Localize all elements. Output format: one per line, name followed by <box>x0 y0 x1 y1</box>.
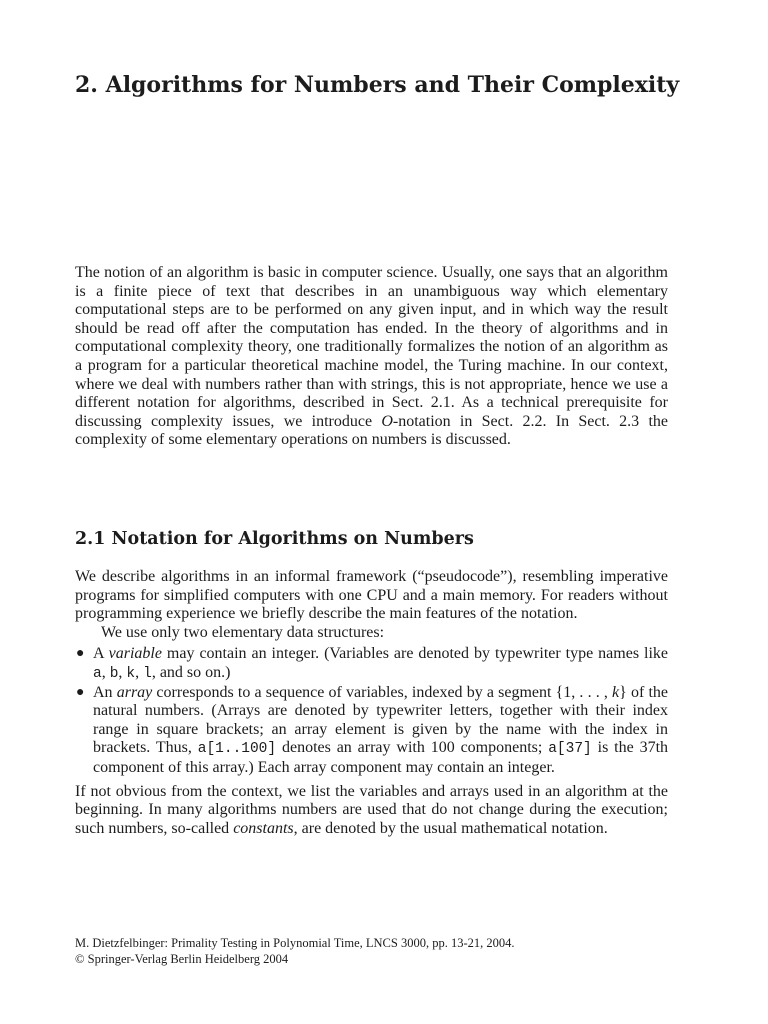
bullet-icon: ● <box>76 684 85 700</box>
para3-text-b: , are denoted by the usual mathematical notation. <box>293 819 608 837</box>
bullet2-text-e: is the 37th component of this array.) Each array component may contain an integer. <box>93 739 669 776</box>
bullet2-text-b: corresponds to a sequence of variables, indexed by a segment {1, . . . , <box>152 683 613 701</box>
section-paragraph-2: We use only two elementary data structures: <box>101 623 385 641</box>
section-title: 2.1 Notation for Algorithms on Numbers <box>75 529 474 549</box>
list-item-variable <box>75 645 668 683</box>
term-constants: constants <box>233 819 294 837</box>
section-body <box>75 568 668 838</box>
math-k: k <box>612 683 620 701</box>
bullet2-text-a: An <box>93 683 117 701</box>
bullet2-text-c: } of the natural numbers. (Arrays are denoted by typewriter letters, together with their index range in square brackets; an array element is given by the name with the index in brackets. Thus, <box>93 683 668 757</box>
bullet1-text-b: may contain an integer. (Variables are denoted by typewriter type names like <box>161 645 669 663</box>
bullet1-text-c: , and so on.) <box>151 663 231 681</box>
section-paragraph-3 <box>75 783 668 839</box>
bullet1-sep-1: , <box>101 663 110 681</box>
bullet1-text-a: A <box>93 645 109 663</box>
data-structures-list <box>75 645 668 777</box>
var-name-k: k <box>126 665 136 682</box>
code-array-range: a[1..100] <box>197 741 277 758</box>
o-notation-symbol: O <box>381 412 393 430</box>
bullet2-text-d: denotes an array with 100 components; <box>276 739 549 757</box>
para3-text-a: If not obvious from the context, we list the variables and arrays used in an algorithm at the beginning. In many algorithms numbers are used that do not change during the execution; such numbers, so-called <box>75 782 668 837</box>
var-name-a: a <box>93 665 102 682</box>
section-paragraph-1: We describe algorithms in an informal framework (“pseudocode”), resembling imperative programs for simplified computers with one CPU and a main memory. For readers without programming experience we briefly describe the main features of the notation. <box>75 568 668 623</box>
bullet1-sep-2: , <box>118 663 127 681</box>
term-array: array <box>116 683 153 701</box>
code-array-element: a[37] <box>548 741 592 758</box>
intro-text-part1: The notion of an algorithm is basic in computer science. Usually, one says that an algorithm is a finite piece of text that describes in an unambiguous way which elementary computational steps are to be performed on any given input, and in which way the result should be read off after the computation has ended. In the theory of algorithms and in computational complexity theory, one traditionally formalizes the notion of an algorithm as a program for a particular theoretical machine model, the Turing machine. In our context, where we deal with numbers rather than with strings, this is not appropriate, hence we use a different notation for algorithms, described in Sect. 2.1. As a technical prerequisite for discussing complexity issues, we introduce <box>75 264 668 430</box>
intro-paragraph <box>75 264 668 450</box>
footer-copyright: © Springer-Verlag Berlin Heidelberg 2004 <box>75 952 289 966</box>
var-name-b: b <box>109 665 119 682</box>
page-footer <box>75 935 675 967</box>
bullet-icon: ● <box>76 646 85 662</box>
bullet1-sep-3: , <box>135 663 144 681</box>
footer-citation: M. Dietzfelbinger: Primality Testing in Polynomial Time, LNCS 3000, pp. 13-21, 2004. <box>75 936 515 950</box>
term-variable: variable <box>108 645 162 663</box>
intro-text-part2: -notation in Sect. 2.2. In Sect. 2.3 the complexity of some elementary operations on numbers is discussed. <box>75 412 668 449</box>
var-name-l: l <box>143 665 152 682</box>
chapter-title: 2. Algorithms for Numbers and Their Complexity <box>75 72 680 98</box>
list-item-array <box>75 684 668 778</box>
